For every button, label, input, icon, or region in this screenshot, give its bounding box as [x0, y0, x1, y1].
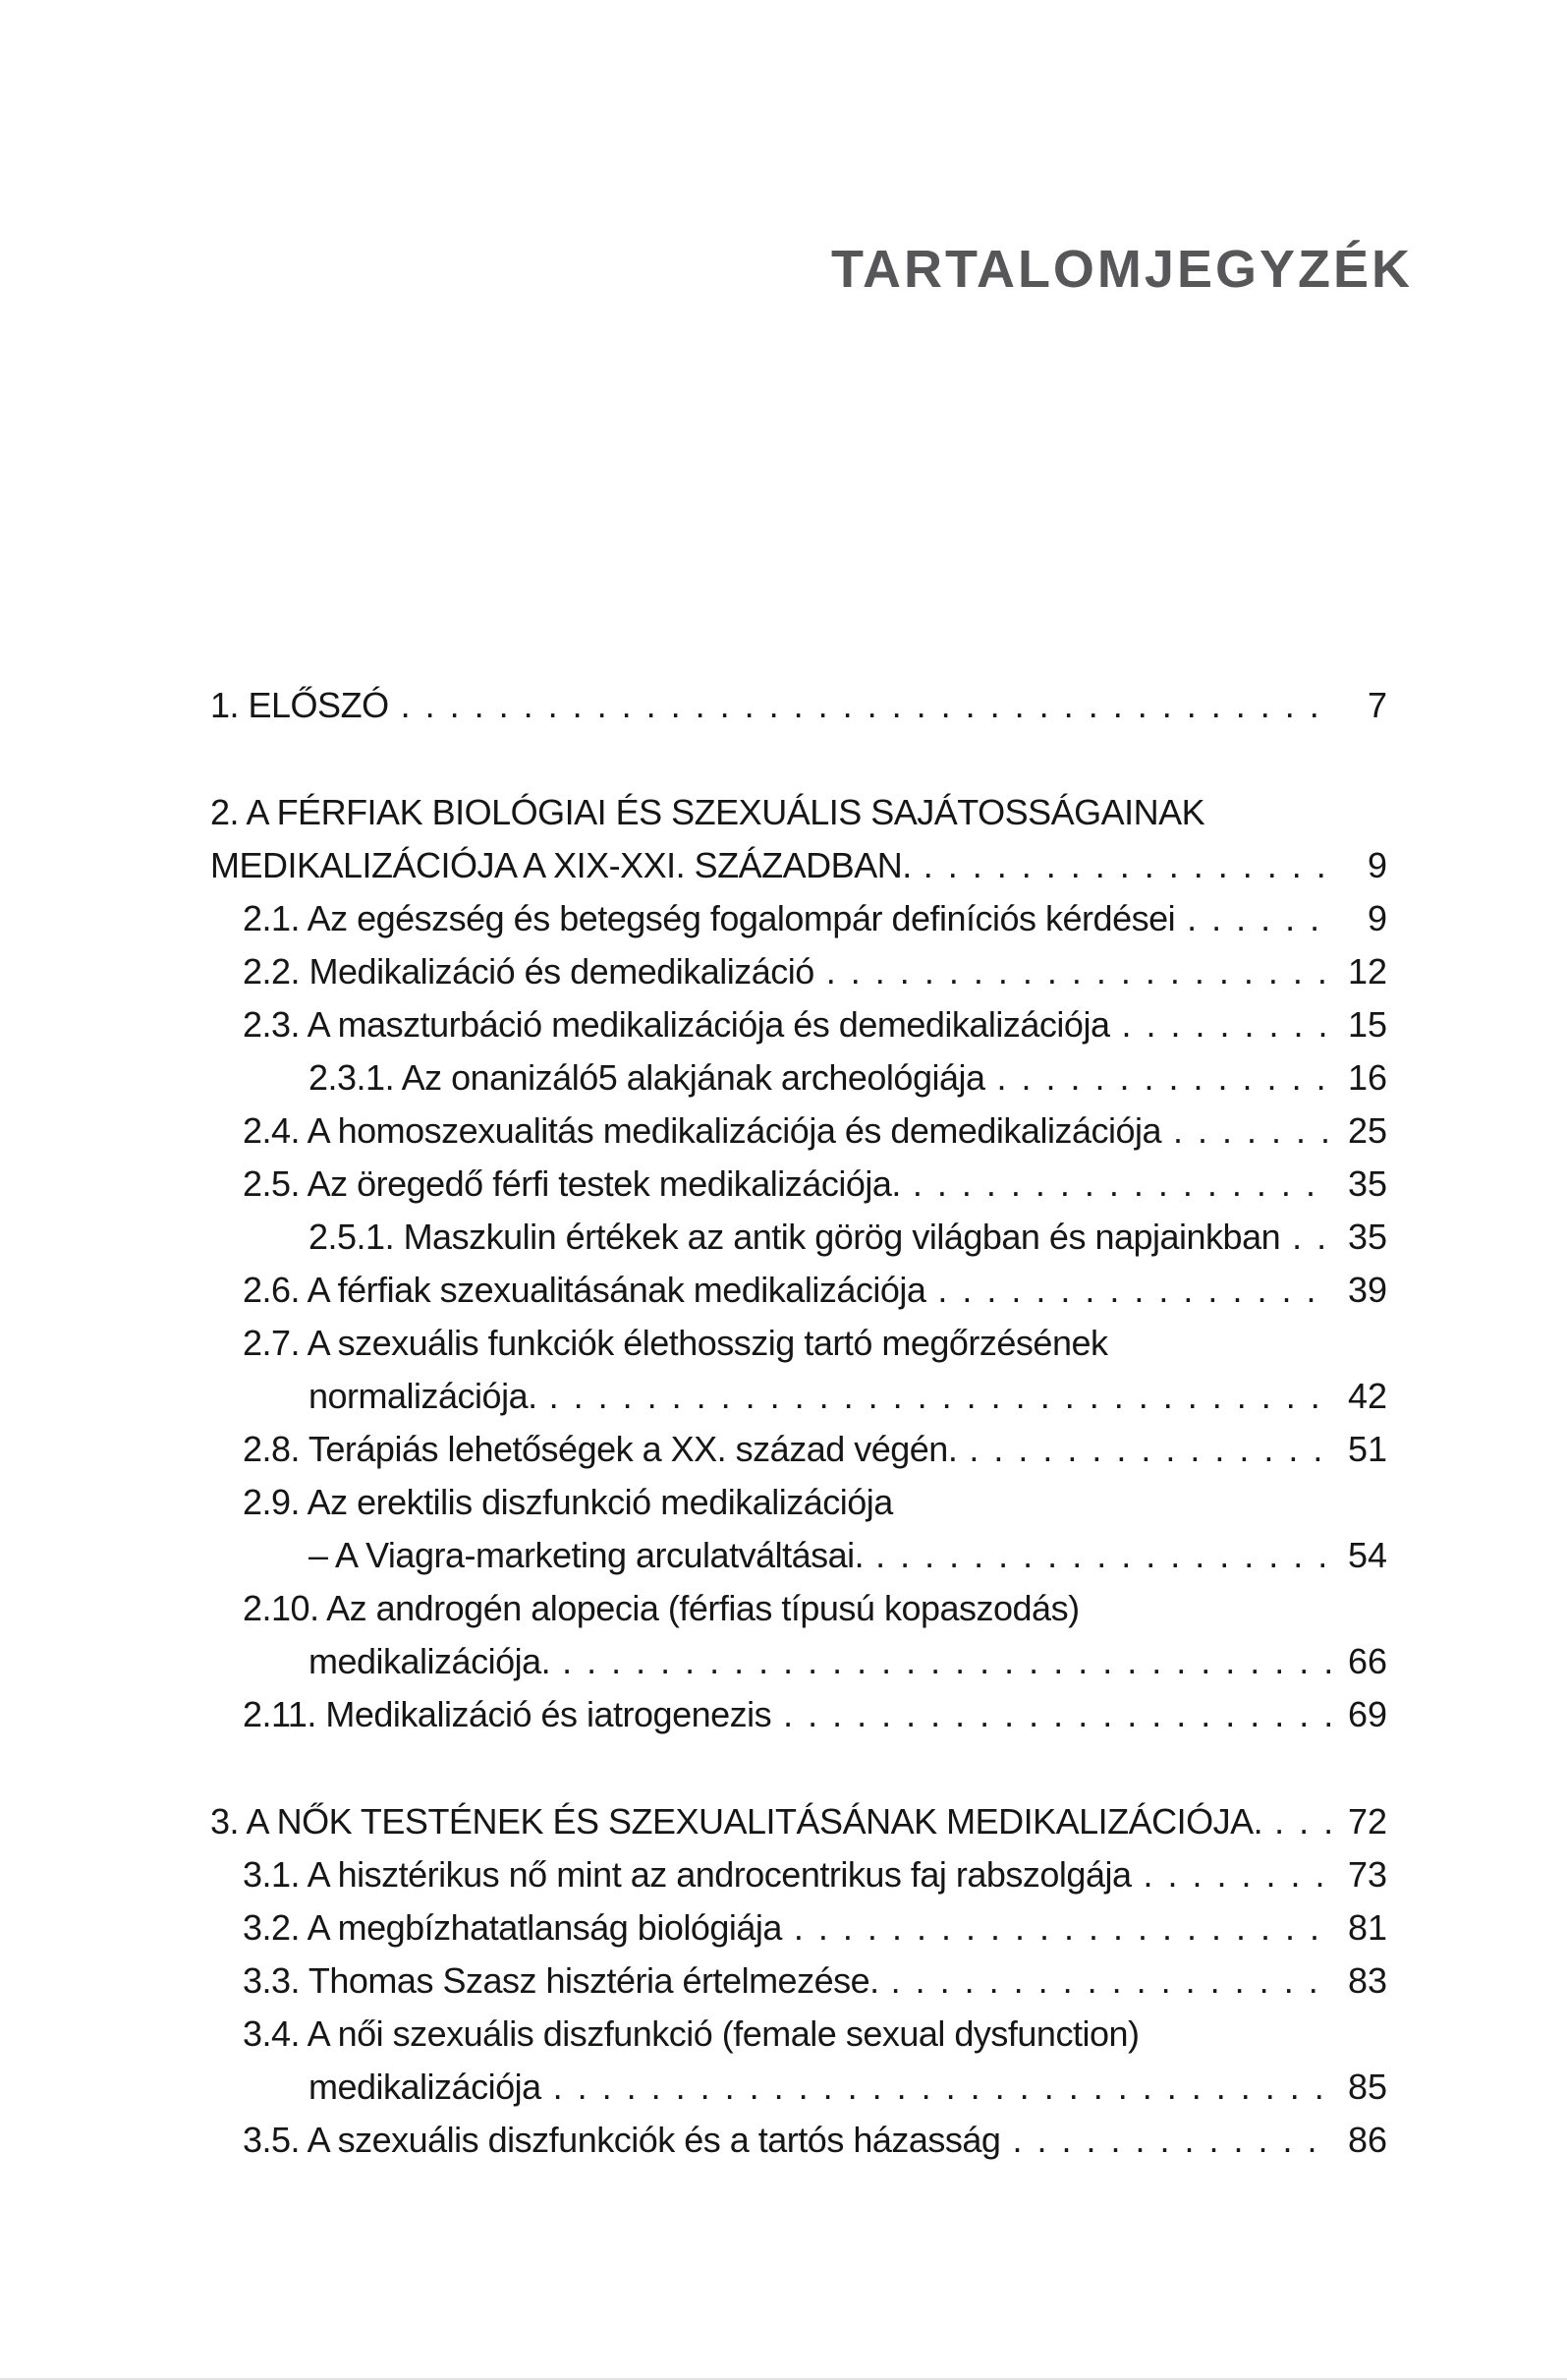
toc-page-number: 85 — [1347, 2067, 1387, 2107]
toc-page-number: 15 — [1347, 1004, 1387, 1045]
dot-leader — [923, 839, 1332, 892]
dot-leader — [826, 945, 1332, 998]
toc-entry-text: 2.2. Medikalizáció és demedikalizáció — [243, 951, 814, 992]
toc-entry — [210, 2114, 1387, 2167]
toc-entry — [210, 1158, 1387, 1211]
toc-entry-text: 3.1. A hisztérikus nő mint az androcentrikus faj rabszolgája — [243, 1854, 1132, 1895]
toc-entry-text: 2. A FÉRFIAK BIOLÓGIAI ÉS SZEXUÁLIS SAJÁTOSSÁGAINAK — [210, 792, 1205, 832]
dot-leader — [1121, 998, 1332, 1051]
toc-entry — [210, 1848, 1387, 1901]
toc-entry — [210, 1264, 1387, 1317]
dot-leader — [1187, 892, 1332, 945]
dot-leader — [1144, 1848, 1333, 1901]
toc-entry-text: medikalizációja. — [308, 1641, 551, 1681]
toc-entry-text: 3.5. A szexuális diszfunkciók és a tartós házasság — [243, 2120, 1001, 2160]
toc-entry — [210, 1955, 1387, 2008]
toc-page-number: 83 — [1347, 1960, 1387, 2001]
toc-entry — [210, 2008, 1387, 2061]
toc-entry-text: 2.5. Az öregedő férfi testek medikalizációja. — [243, 1163, 901, 1204]
toc-entry — [210, 1635, 1387, 1688]
dot-leader — [794, 1901, 1332, 1955]
dot-leader — [549, 1370, 1332, 1423]
toc-page-number: 35 — [1347, 1217, 1387, 1257]
toc-entry — [210, 1211, 1387, 1264]
toc-entry — [210, 1476, 1387, 1529]
toc-page-number: 25 — [1347, 1110, 1387, 1151]
toc-page-number: 81 — [1347, 1907, 1387, 1948]
dot-leader — [401, 679, 1332, 732]
toc-entry-text: 2.7. A szexuális funkciók élethosszig tartó megőrzésének — [243, 1323, 1108, 1363]
toc-entry-text: 3.2. A megbízhatatlanság biológiája — [243, 1907, 782, 1948]
toc-entry-text: 2.6. A férfiak szexualitásának medikalizációja — [243, 1270, 926, 1310]
dot-leader — [783, 1688, 1332, 1741]
toc-entry — [210, 1795, 1387, 1848]
toc-entry-text: medikalizációja — [308, 2067, 541, 2107]
toc-page-number: 39 — [1347, 1270, 1387, 1310]
dot-leader — [1292, 1211, 1332, 1264]
toc-page-number: 73 — [1347, 1854, 1387, 1895]
dot-leader — [1012, 2114, 1332, 2167]
page-title: TARTALOMJEGYZÉK — [831, 240, 1413, 299]
toc-entry — [210, 1529, 1387, 1582]
toc-entry — [210, 1105, 1387, 1158]
toc-entry — [210, 839, 1387, 892]
toc-page-number: 9 — [1367, 898, 1387, 938]
toc-entry-text: 2.3. A maszturbáció medikalizációja és demedikalizációja — [243, 1004, 1110, 1045]
toc-entry — [210, 2061, 1387, 2114]
dot-leader — [913, 1158, 1332, 1211]
toc-entry — [210, 1370, 1387, 1423]
toc-entry — [210, 1423, 1387, 1476]
dot-leader — [562, 1635, 1332, 1688]
toc-entry — [210, 1317, 1387, 1370]
toc-entry-text: 2.3.1. Az onanizáló5 alakjának archeológiája — [308, 1057, 985, 1098]
toc-page-number: 42 — [1347, 1376, 1387, 1416]
dot-leader — [1173, 1105, 1332, 1158]
toc-entry-text: 2.4. A homoszexualitás medikalizációja és demedikalizációja — [243, 1110, 1162, 1151]
toc-entry-text: MEDIKALIZÁCIÓJA A XIX-XXI. SZÁZADBAN. — [210, 845, 912, 885]
dot-leader — [997, 1051, 1332, 1105]
toc-page-number: 72 — [1347, 1801, 1387, 1842]
toc-entry-text: normalizációja. — [308, 1376, 537, 1416]
toc-entry — [210, 892, 1387, 945]
toc-entry-text: 2.10. Az androgén alopecia (férfias típusú kopaszodás) — [243, 1588, 1080, 1628]
dot-leader — [937, 1264, 1332, 1317]
toc-entry — [210, 1582, 1387, 1635]
dot-leader — [969, 1423, 1332, 1476]
toc-page-number: 54 — [1347, 1535, 1387, 1575]
toc-page-number: 7 — [1367, 685, 1387, 725]
dot-leader — [553, 2061, 1332, 2114]
table-of-contents — [210, 679, 1387, 2167]
toc-entry — [210, 998, 1387, 1051]
toc-entry-text: 3. A NŐK TESTÉNEK ÉS SZEXUALITÁSÁNAK MEDIKALIZÁCIÓJA. — [210, 1801, 1263, 1842]
toc-entry-text: 2.5.1. Maszkulin értékek az antik görög világban és napjainkban — [308, 1217, 1281, 1257]
toc-entry — [210, 679, 1387, 732]
toc-page-number: 9 — [1367, 845, 1387, 885]
toc-page-number: 16 — [1347, 1057, 1387, 1098]
toc-entry — [210, 945, 1387, 998]
toc-page-number: 86 — [1347, 2120, 1387, 2160]
toc-page-number: 66 — [1347, 1641, 1387, 1681]
toc-entry-text: 1. ELŐSZÓ — [210, 685, 389, 725]
dot-leader — [891, 1955, 1332, 2008]
toc-entry-text: 2.11. Medikalizáció és iatrogenezis — [243, 1694, 772, 1734]
toc-page-number: 69 — [1347, 1694, 1387, 1734]
dot-leader — [1274, 1795, 1332, 1848]
toc-page-number: 35 — [1347, 1163, 1387, 1204]
toc-page-number: 51 — [1347, 1429, 1387, 1469]
dot-leader — [875, 1529, 1332, 1582]
toc-entry — [210, 1901, 1387, 1955]
toc-entry-text: – A Viagra-marketing arculatváltásai. — [308, 1535, 865, 1575]
toc-entry — [210, 1688, 1387, 1741]
toc-entry-text: 3.3. Thomas Szasz hisztéria értelmezése. — [243, 1960, 879, 2001]
toc-entry-text: 2.1. Az egészség és betegség fogalompár definíciós kérdései — [243, 898, 1176, 938]
toc-entry-text: 2.9. Az erektilis diszfunkció medikalizációja — [243, 1482, 893, 1522]
toc-entry — [210, 1051, 1387, 1105]
toc-entry-text: 3.4. A női szexuális diszfunkció (female sexual dysfunction) — [243, 2013, 1140, 2054]
toc-page-number: 12 — [1347, 951, 1387, 992]
toc-entry-text: 2.8. Terápiás lehetőségek a XX. század végén. — [243, 1429, 958, 1469]
toc-entry — [210, 786, 1387, 839]
